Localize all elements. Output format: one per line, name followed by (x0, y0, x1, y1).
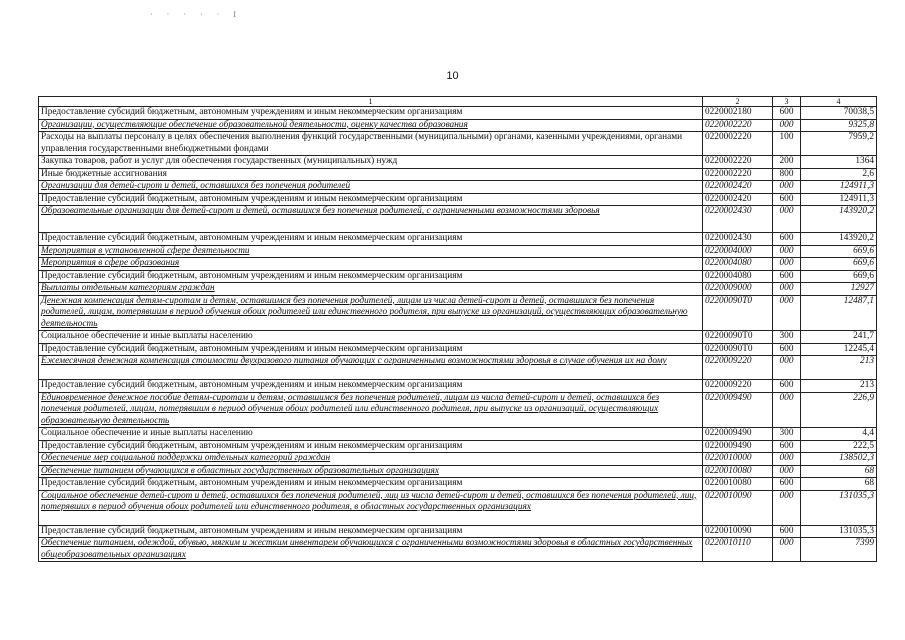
cell-sum: 68 (801, 478, 877, 491)
cell-name: Предоставление субсидий бюджетным, автономным учреждениям и иным некоммерческим организациям (39, 525, 703, 538)
cell-sum: 70038,5 (801, 107, 877, 120)
table-row (39, 490, 877, 525)
cell-name: Денежная компенсация детям-сиротам и детям, оставшимся без попечения родителей, лицам из числа детей-сирот и детей, оставшихся без попечения родителей, лицам, потерявшим в период обучения обоих родителей или единственного родителя, при выпуске из организаций, осуществляющих образовательную деятельность (39, 295, 703, 331)
cell-expense-type: 000 (773, 392, 801, 428)
cell-code: 0220010090 (703, 525, 773, 538)
table-row (39, 392, 877, 428)
budget-table (38, 96, 877, 562)
cell-code: 0220009220 (703, 356, 773, 380)
table-row (39, 258, 877, 271)
cell-name: Единовременное денежное пособие детям-сиротам и детям, оставшимся без попечения родителей, лицам из числа детей-сирот и детей, оставшихся без попечения родителей, лицам, потерявшим в период обучения обоих родителей или единственного родителя, при выпуске из организаций, осуществляющих образовательную деятельность (39, 392, 703, 428)
cell-sum: 124911,3 (801, 181, 877, 194)
table-row (39, 380, 877, 393)
cell-sum: 143920,2 (801, 206, 877, 233)
table-row (39, 525, 877, 538)
table-row (39, 295, 877, 331)
cell-sum: 2,6 (801, 168, 877, 181)
cell-name: Мероприятия в сфере образования (39, 258, 703, 271)
cell-sum: 9325,8 (801, 119, 877, 132)
cell-code: 0220009490 (703, 392, 773, 428)
table-row (39, 233, 877, 246)
table-row (39, 245, 877, 258)
cell-sum: 12927 (801, 283, 877, 296)
cell-expense-type: 600 (773, 440, 801, 453)
cell-code: 0220002220 (703, 119, 773, 132)
cell-name: Предоставление субсидий бюджетным, автономным учреждениям и иным некоммерческим организациям (39, 380, 703, 393)
table-row (39, 193, 877, 206)
cell-sum: 213 (801, 356, 877, 380)
header-col-1: 1 (39, 97, 703, 107)
cell-code: 0220009000 (703, 283, 773, 296)
cell-name: Предоставление субсидий бюджетным, автономным учреждениям и иным некоммерческим организациям (39, 193, 703, 206)
cell-name: Расходы на выплаты персоналу в целях обеспечения выполнения функций государственными (муниципальными) органами, казенными учреждениями, органами управления государственными внебюджетными фондами (39, 132, 703, 156)
cell-name: Выплаты отдельным категориям граждан (39, 283, 703, 296)
table-row (39, 465, 877, 478)
table-row (39, 428, 877, 441)
cell-code: 0220002180 (703, 107, 773, 120)
cell-name: Обеспечение питанием обучающихся в областных государственных образовательных организациях (39, 465, 703, 478)
table-row (39, 478, 877, 491)
cell-name: Ежемесячная денежная компенсация стоимости двухразового питания обучающих с ограниченными возможностями здоровья в случае обучения их на дому (39, 356, 703, 380)
cell-code: 0220009220 (703, 380, 773, 393)
budget-table-body (39, 97, 877, 562)
table-row (39, 356, 877, 380)
cell-expense-type: 600 (773, 233, 801, 246)
cell-name: Предоставление субсидий бюджетным, автономным учреждениям и иным некоммерческим организациям (39, 270, 703, 283)
cell-code: 0220002430 (703, 233, 773, 246)
cell-expense-type: 000 (773, 258, 801, 271)
cell-sum: 241,7 (801, 331, 877, 344)
table-row (39, 270, 877, 283)
cell-expense-type: 600 (773, 478, 801, 491)
cell-expense-type: 100 (773, 132, 801, 156)
table-row (39, 168, 877, 181)
cell-expense-type: 000 (773, 490, 801, 525)
cell-code: 0220002420 (703, 193, 773, 206)
cell-sum: 143920,2 (801, 233, 877, 246)
cell-code: 0220004080 (703, 258, 773, 271)
cell-sum: 138502,3 (801, 453, 877, 466)
cell-name: Социальное обеспечение и иные выплаты населению (39, 331, 703, 344)
cell-sum: 226,9 (801, 392, 877, 428)
cell-code: 0220002220 (703, 168, 773, 181)
table-row (39, 440, 877, 453)
cell-expense-type: 000 (773, 356, 801, 380)
table-row (39, 181, 877, 194)
cell-expense-type: 000 (773, 453, 801, 466)
cell-name: Иные бюджетные ассигнования (39, 168, 703, 181)
cell-code: 0220004000 (703, 245, 773, 258)
cell-name: Предоставление субсидий бюджетным, автономным учреждениям и иным некоммерческим организациям (39, 107, 703, 120)
cell-sum: 4,4 (801, 428, 877, 441)
cell-code: 02200090Т0 (703, 331, 773, 344)
cell-expense-type: 300 (773, 331, 801, 344)
cell-expense-type: 800 (773, 168, 801, 181)
cell-code: 0220002220 (703, 132, 773, 156)
cell-code: 0220010110 (703, 538, 773, 562)
cell-code: 0220002430 (703, 206, 773, 233)
cell-expense-type: 600 (773, 525, 801, 538)
cell-expense-type: 000 (773, 245, 801, 258)
cell-sum: 12487,1 (801, 295, 877, 331)
table-row (39, 343, 877, 356)
table-row (39, 453, 877, 466)
cell-expense-type: 000 (773, 283, 801, 296)
cell-name: Социальное обеспечение детей-сирот и детей, оставшихся без попечения родителей, лиц из числа детей-сирот и детей, оставшихся без попечения родителей, лиц, потерявших в период обучения обоих родителей или единственного родителя, в областных государственных организациях (39, 490, 703, 525)
table-row (39, 132, 877, 156)
cell-name: Обеспечение мер социальной поддержки отдельных категорий граждан (39, 453, 703, 466)
cell-name: Предоставление субсидий бюджетным, автономным учреждениям и иным некоммерческим организациям (39, 478, 703, 491)
cell-code: 0220002220 (703, 156, 773, 169)
cell-name: Образовательные организации для детей-сирот и детей, оставшихся без попечения родителей, с ограниченными возможностями здоровья (39, 206, 703, 233)
cell-code: 0220002420 (703, 181, 773, 194)
cell-code: 0220010090 (703, 490, 773, 525)
header-col-2: 2 (703, 97, 773, 107)
cell-code: 02200090Т0 (703, 343, 773, 356)
cell-sum: 222,5 (801, 440, 877, 453)
cell-expense-type: 600 (773, 193, 801, 206)
cell-sum: 669,6 (801, 270, 877, 283)
cell-code: 0220004080 (703, 270, 773, 283)
cell-sum: 124911,3 (801, 193, 877, 206)
cell-sum: 131035,3 (801, 525, 877, 538)
cell-code: 0220010080 (703, 478, 773, 491)
page-number: 10 (446, 70, 459, 82)
table-row (39, 538, 877, 562)
cell-expense-type: 300 (773, 428, 801, 441)
cell-expense-type: 000 (773, 181, 801, 194)
cell-expense-type: 600 (773, 380, 801, 393)
cell-sum: 7399 (801, 538, 877, 562)
cell-name: Предоставление субсидий бюджетным, автономным учреждениям и иным некоммерческим организациям (39, 440, 703, 453)
cell-expense-type: 000 (773, 538, 801, 562)
cell-sum: 68 (801, 465, 877, 478)
table-row (39, 206, 877, 233)
cell-name: Мероприятия в установленной сфере деятельности (39, 245, 703, 258)
table-header-row (39, 97, 877, 107)
cell-code: 0220010080 (703, 465, 773, 478)
cell-expense-type: 000 (773, 206, 801, 233)
cell-name: Закупка товаров, работ и услуг для обеспечения государственных (муниципальных) нужд (39, 156, 703, 169)
table-row (39, 283, 877, 296)
cell-expense-type: 200 (773, 156, 801, 169)
table-row (39, 119, 877, 132)
cell-name: Предоставление субсидий бюджетным, автономным учреждениям и иным некоммерческим организациям (39, 343, 703, 356)
table-row (39, 107, 877, 120)
cell-sum: 12245,4 (801, 343, 877, 356)
cell-sum: 1364 (801, 156, 877, 169)
cell-sum: 7959,2 (801, 132, 877, 156)
cell-sum: 669,6 (801, 245, 877, 258)
cell-expense-type: 000 (773, 465, 801, 478)
cell-expense-type: 600 (773, 343, 801, 356)
cell-expense-type: 000 (773, 295, 801, 331)
cell-name: Организации, осуществляющие обеспечение образовательной деятельности, оценку качества образования (39, 119, 703, 132)
cell-expense-type: 600 (773, 270, 801, 283)
cell-code: 0220010000 (703, 453, 773, 466)
cell-name: Обеспечение питанием, одеждой, обувью, мягким и жестким инвентарем обучающихся с ограниченными возможностями здоровья в областных государственных общеобразовательных организациях (39, 538, 703, 562)
scan-marks: · · · · · I (150, 10, 242, 19)
cell-sum: 131035,3 (801, 490, 877, 525)
table-row (39, 331, 877, 344)
header-col-3: 3 (773, 97, 801, 107)
cell-name: Предоставление субсидий бюджетным, автономным учреждениям и иным некоммерческим организациям (39, 233, 703, 246)
table-row (39, 156, 877, 169)
cell-code: 0220009490 (703, 440, 773, 453)
cell-code: 02200090Т0 (703, 295, 773, 331)
header-col-4: 4 (801, 97, 877, 107)
cell-sum: 213 (801, 380, 877, 393)
cell-expense-type: 000 (773, 119, 801, 132)
cell-code: 0220009490 (703, 428, 773, 441)
cell-name: Организации для детей-сирот и детей, оставшихся без попечения родителей (39, 181, 703, 194)
cell-expense-type: 600 (773, 107, 801, 120)
cell-name: Социальное обеспечение и иные выплаты населению (39, 428, 703, 441)
cell-sum: 669,6 (801, 258, 877, 271)
